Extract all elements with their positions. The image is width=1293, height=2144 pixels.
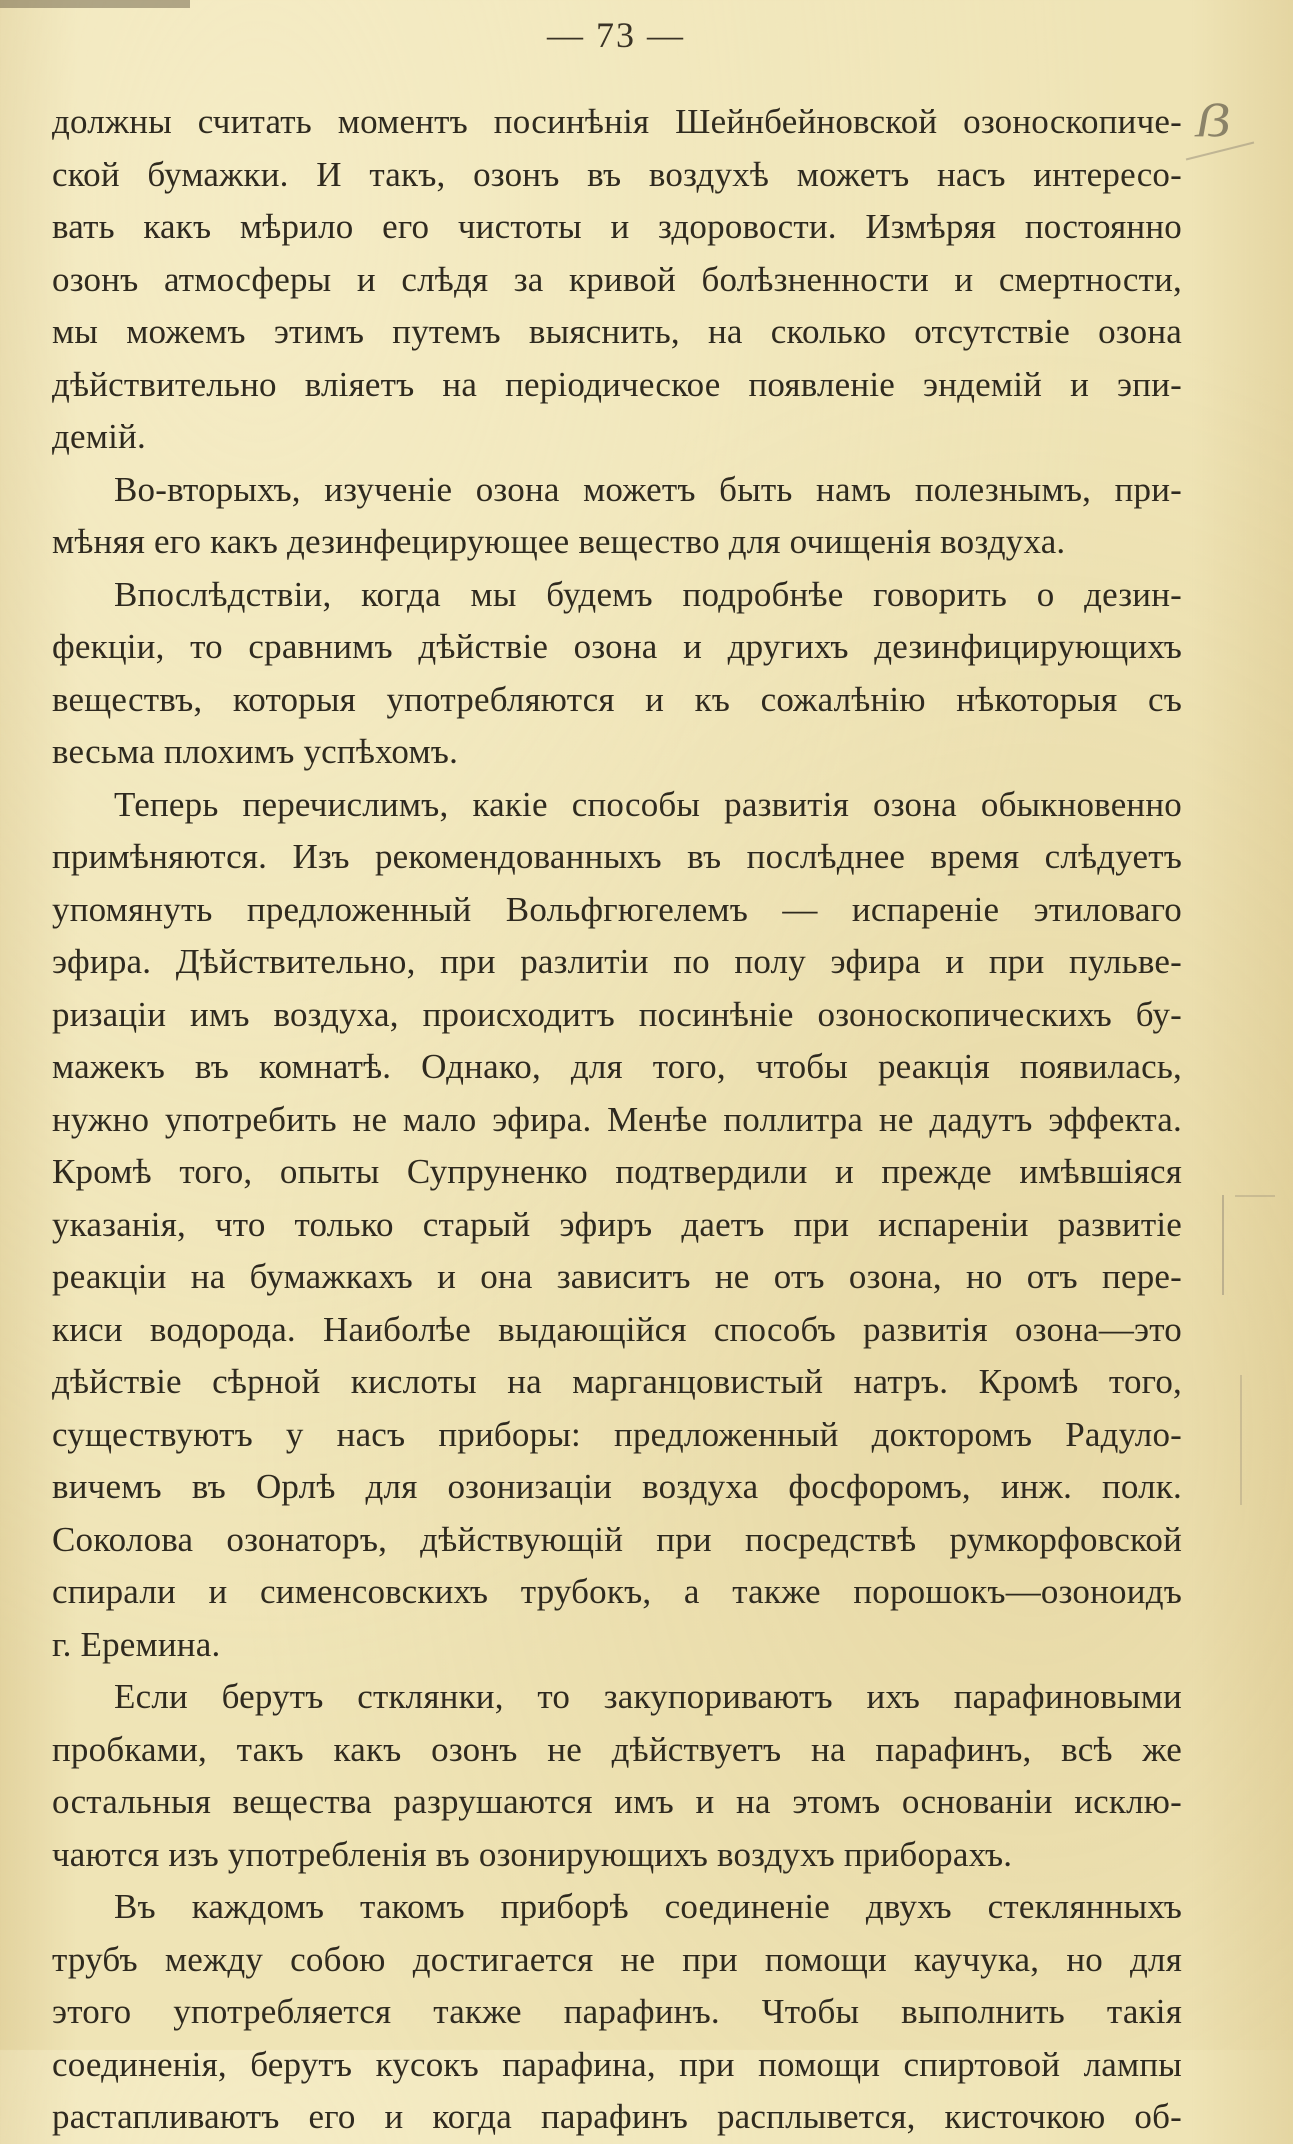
text-line: примѣняются. Изъ рекомендованныхъ въ послѣднее время слѣдуетъ — [52, 837, 1182, 876]
text-line: вичемъ въ Орлѣ для озонизаціи воздуха фосфоромъ, инж. полк. — [52, 1467, 1182, 1506]
text-line: Во-вторыхъ, изученіе озона можетъ быть намъ полезнымъ, при- — [114, 469, 1182, 509]
text-line: Кромѣ того, опыты Супруненко подтвердили и прежде имѣвшіяся — [52, 1152, 1182, 1191]
handwritten-mark: ẞ — [1195, 91, 1230, 147]
body-text — [52, 96, 1182, 2144]
text-line: ской бумажки. И такъ, озонъ въ воздухѣ можетъ насъ интересо- — [52, 154, 1182, 194]
text-line: упомянуть предложенный Вольфгюгелемъ — испареніе этиловаго — [52, 889, 1182, 929]
text-line: указанія, что только старый эфиръ даетъ при испареніи развитіе — [52, 1204, 1182, 1244]
text-line: фекціи, то сравнимъ дѣйствіе озона и другихъ дезинфицирующихъ — [52, 627, 1182, 666]
pencil-margin-stroke — [1222, 1195, 1224, 1295]
text-line: нужно употребить не мало эфира. Менѣе поллитра не дадутъ эффекта. — [52, 1099, 1182, 1139]
text-line: демій. — [52, 417, 146, 456]
text-line: соединенія, берутъ кусокъ парафина, при помощи спиртовой лампы — [52, 2044, 1182, 2084]
text-line: Въ каждомъ такомъ приборѣ соединеніе двухъ стеклянныхъ — [114, 1887, 1182, 1926]
text-line: г. Еремина. — [52, 1624, 221, 1664]
text-line: мажекъ въ комнатѣ. Однако, для того, чтобы реакція появилась, — [52, 1047, 1182, 1086]
text-line: остальныя вещества разрушаются имъ и на этомъ основаніи исклю- — [52, 1782, 1182, 1821]
pencil-margin-stroke — [1240, 1375, 1242, 1505]
text-line: Если берутъ стклянки, то закупориваютъ ихъ парафиновыми — [114, 1677, 1182, 1716]
text-line: пробками, такъ какъ озонъ не дѣйствуетъ на парафинъ, всѣ же — [52, 1729, 1182, 1769]
text-line: реакціи на бумажкахъ и она зависитъ не отъ озона, но отъ пере- — [52, 1257, 1182, 1296]
text-line: спирали и сименсовскихъ трубокъ, а также порошокъ—озоноидъ — [52, 1572, 1182, 1611]
text-line: озонъ атмосферы и слѣдя за кривой болѣзненности и смертности, — [52, 259, 1182, 299]
text-line: растапливаютъ его и когда парафинъ расплывется, кисточкою об- — [52, 2097, 1182, 2136]
text-line: мы можемъ этимъ путемъ выяснить, на сколько отсутствіе озона — [52, 312, 1182, 351]
text-line: должны считать моментъ посинѣнія Шейнбейновской озоноскопиче- — [52, 102, 1182, 141]
text-line: весьма плохимъ успѣхомъ. — [52, 732, 459, 771]
scan-edge-shadow — [0, 0, 190, 8]
text-line: Соколова озонаторъ, дѣйствующій при посредствѣ румкорфовской — [52, 1519, 1182, 1559]
text-line: веществъ, которыя употребляются и къ сожалѣнію нѣкоторыя съ — [52, 679, 1182, 719]
text-line: мѣняя его какъ дезинфецирующее вещество для очищенія воздуха. — [52, 522, 1066, 561]
text-line: существуютъ у насъ приборы: предложенный докторомъ Радуло- — [52, 1414, 1182, 1454]
text-line: трубъ между собою достигается не при помощи каучука, но для — [52, 1939, 1182, 1979]
text-line: чаются изъ употребленія въ озонирующихъ воздухъ приборахъ. — [52, 1834, 1013, 1874]
text-line: вать какъ мѣрило его чистоты и здоровости. Измѣряя постоянно — [52, 207, 1182, 246]
text-line: эфира. Дѣйствительно, при разлитіи по полу эфира и при пульве- — [52, 942, 1182, 981]
text-line: Теперь перечислимъ, какіе способы развитія озона обыкновенно — [114, 784, 1182, 824]
page-number: — 73 — — [547, 15, 685, 55]
text-line: Впослѣдствіи, когда мы будемъ подробнѣе говорить о дезин- — [114, 574, 1182, 614]
text-line: киси водорода. Наиболѣе выдающійся способъ развитія озона—это — [52, 1309, 1182, 1349]
pencil-margin-stroke — [1235, 1195, 1275, 1197]
text-line: ризаціи имъ воздуха, происходитъ посинѣніе озоноскопическихъ бу- — [52, 994, 1182, 1034]
text-line: дѣйствительно вліяетъ на періодическое появленіе эндемій и эпи- — [52, 364, 1182, 404]
text-line: дѣйствіе сѣрной кислоты на марганцовистый натръ. Кромѣ того, — [52, 1362, 1182, 1401]
text-line: этого употребляется также парафинъ. Чтобы выполнить такія — [52, 1992, 1182, 2031]
